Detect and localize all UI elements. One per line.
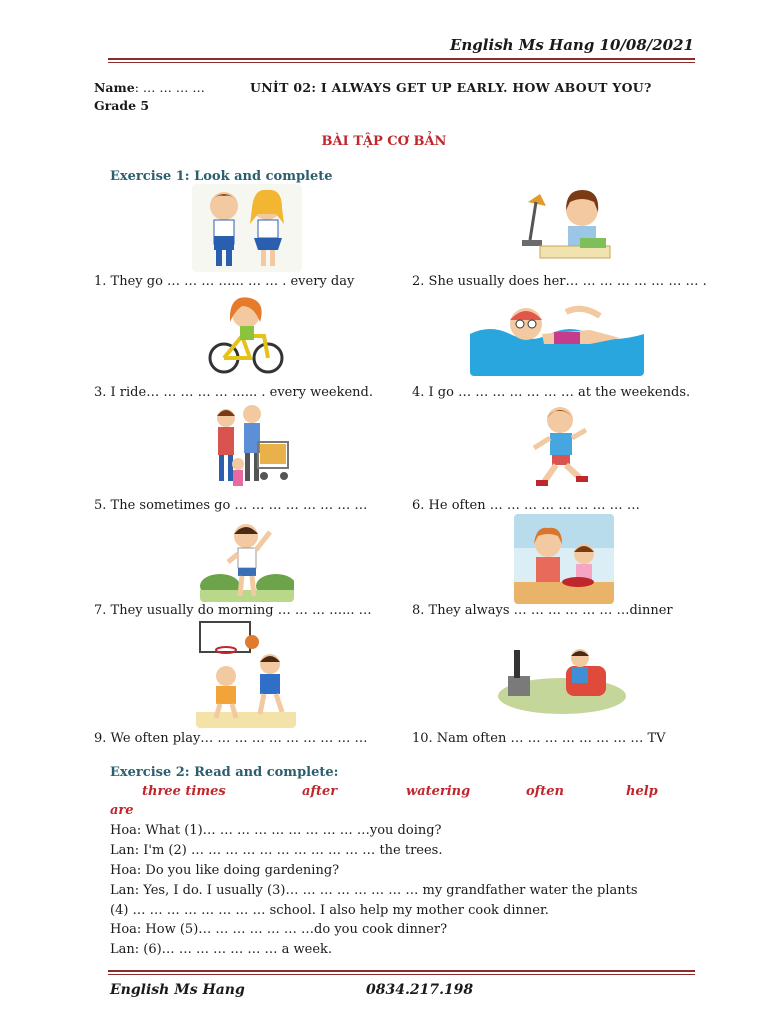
footer-divider [108,970,695,975]
footer-phone: 0834.217.198 [366,982,474,998]
kids-school-image [192,184,302,272]
header-title: English Ms Hang 10/08/2021 [449,36,694,54]
section-title: BÀI TẬP CƠ BẢN [321,134,447,149]
exercise1-item-4: 4. I go … … … … … … … at the weekends. [412,385,691,400]
swimming-image [470,294,644,376]
dialogue-line: Hoa: Do you like doing gardening? [110,863,340,878]
exercise1-item-6: 6. He often … … … … … … … … … [412,498,640,513]
exercise1-item-8: 8. They always … … … … … … …dinner [412,603,673,618]
dialogue-line: Lan: I'm (2) … … … … … … … … … … … the trees. [110,843,443,858]
morning-exercise-image [200,516,294,602]
shopping-image [204,402,296,494]
exercise2-heading: Exercise 2: Read and complete: [110,765,339,780]
cooking-image [514,514,614,604]
word-bank-item: after [302,784,338,799]
unit-title: UNİT 02: I ALWAYS GET UP EARLY. HOW ABOUT YOU? [250,80,652,95]
exercise1-item-10: 10. Nam often … … … … … … … … TV [412,731,666,746]
word-bank-item: three times [142,784,226,799]
footer-author: English Ms Hang [110,982,245,998]
exercise1-item-5: 5. The sometimes go … … … … … … … … [94,498,368,513]
word-bank-item: watering [406,784,471,799]
dialogue-line: Hoa: How (5)… … … … … … …do you cook dinner? [110,922,448,937]
exercise1-item-2: 2. She usually does her… … … … … … … … . [412,274,707,289]
word-bank-item: often [526,784,564,799]
running-image [520,402,604,496]
dialogue-line: Hoa: What (1)… … … … … … … … … …you doing? [110,823,442,838]
exercise1-item-7: 7. They usually do morning … … … …... … [94,603,372,618]
watching-tv-image [496,640,628,720]
exercise1-item-9: 9. We often play… … … … … … … … … … [94,731,368,746]
word-bank-item: are [110,803,134,818]
homework-image [510,184,620,272]
exercise1-heading: Exercise 1: Look and complete [110,169,333,184]
header-divider [108,58,695,63]
basketball-image [196,620,296,728]
exercise1-item-3: 3. I ride… … … … … …... . every weekend. [94,385,373,400]
grade-label: Grade 5 [94,98,150,113]
exercise1-item-1: 1. They go … … … …... … … . every day [94,274,355,289]
name-blank: : … … … … [134,80,205,95]
dialogue-line: Lan: Yes, I do. I usually (3)… … … … … … … … my grandfather water the plants [110,883,638,898]
dialogue-line: (4) … … … … … … … … school. I also help my mother cook dinner. [110,903,549,918]
name-label: Name [94,80,135,95]
bike-image [204,292,288,378]
word-bank-item: help [626,784,658,799]
dialogue-line: Lan: (6)… … … … … … … a week. [110,942,333,957]
name-line [94,80,205,95]
